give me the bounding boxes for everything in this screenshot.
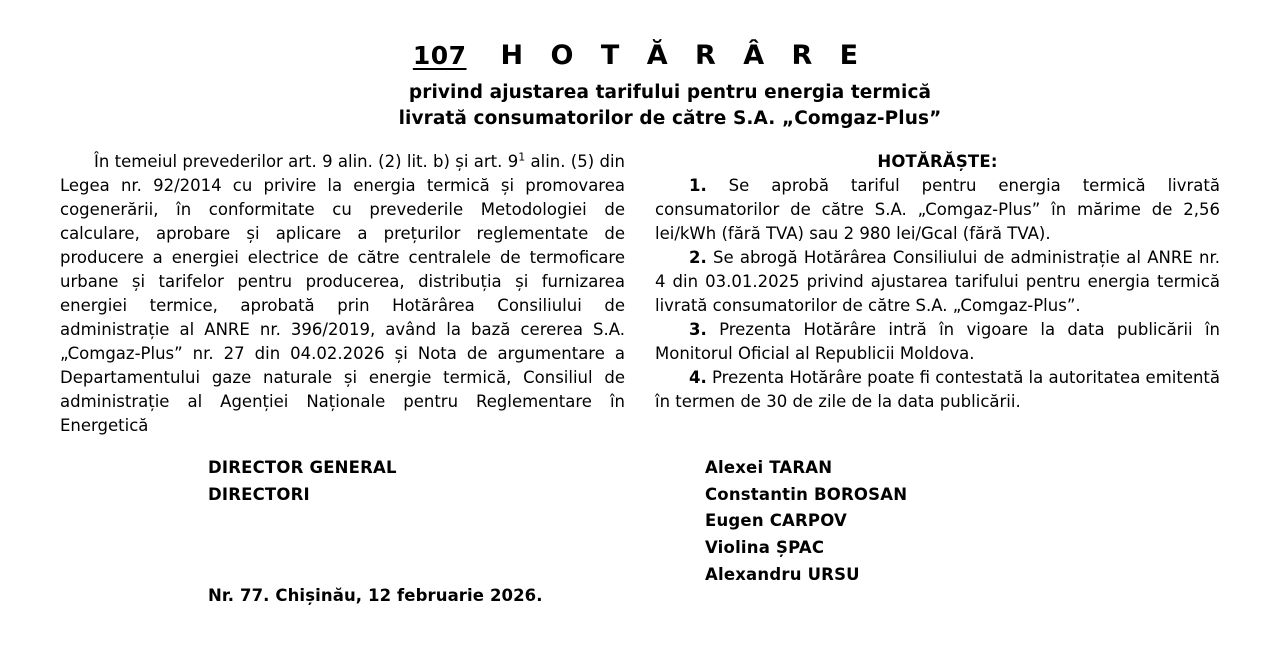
item-number-2: 2.: [689, 248, 707, 267]
preamble-text-end: alin. (5) din Legea nr. 92/2014 cu privire la energia termică și promovarea cogenerării, în conformitate cu prevederile Metodologiei de calculare, aprobare și aplicare a prețurilor reglementate de producere a energiei electrice de către centralele de termoficare urbane și tarifelor pentru producerea, distribuția și furnizarea energiei termice, aprobată prin Hotărârea Consiliului de administrație al ANRE nr. 396/2019, având la bază cererea S.A. „Comgaz-Plus” nr. 27 din 04.02.2026 și Nota de argumentare a Departamentului gaze naturale și energie termică, Consiliul de administrație al Agenției Naționale pentru Reglementare în Energetică: [60, 152, 625, 435]
subtitle-line-1: privind ajustarea tarifului pentru energia termică: [408, 82, 932, 103]
signature-name-1: Alexei TARAN: [705, 458, 833, 477]
decision-heading: HOTĂRĂȘTE:: [877, 152, 998, 171]
document-subtitle: [0, 80, 1280, 133]
document-header: [0, 0, 1280, 133]
preamble-text-start: În temeiul prevederilor art. 9 alin. (2) lit. b) și art. 9: [94, 152, 519, 171]
document-number: 107: [412, 41, 467, 70]
document-footer: [0, 586, 1280, 605]
item-text-3: Prezenta Hotărâre intră în vigoare la data publicării în Monitorul Oficial al Republicii Moldova.: [655, 320, 1220, 363]
signature-name-5: Alexandru URSU: [705, 564, 860, 584]
item-text-4: Prezenta Hotărâre poate fi contestată la autoritatea emitentă în termen de 30 de zile de la data publicării.: [655, 368, 1221, 411]
signature-block: [0, 455, 1280, 589]
title-line: [0, 40, 1280, 71]
article-superscript: 1: [518, 150, 526, 164]
decision-item-1: [655, 174, 1220, 246]
left-column: [60, 150, 625, 438]
item-text-1: Se aprobă tariful pentru energia termică livrată consumatorilor de către S.A. „Comgaz-Plus” în mărime de 2,56 lei/kWh (fără TVA) sau 2 980 lei/Gcal (fără TVA).: [655, 176, 1220, 243]
decision-item-4: [655, 366, 1220, 414]
right-column: [655, 150, 1220, 438]
body-columns: [0, 150, 1280, 438]
item-number-3: 3.: [689, 320, 707, 339]
decision-item-3: [655, 318, 1220, 366]
signature-title-2: DIRECTORI: [208, 484, 310, 504]
document-type-title: H O T Ă R Â R E: [500, 40, 868, 71]
signature-name-2: Constantin BOROSAN: [705, 484, 908, 504]
subtitle-line-2: livrată consumatorilor de către S.A. „Comgaz-Plus”: [398, 108, 942, 130]
signature-title-1: DIRECTOR GENERAL: [208, 458, 397, 477]
item-text-2: Se abrogă Hotărârea Consiliului de administrație al ANRE nr. 4 din 03.01.2025 privind ajustarea tarifului pentru energia termică livrată consumatorilor de către S.A. „Comgaz-Plus”.: [655, 248, 1220, 315]
item-number-1: 1.: [689, 176, 707, 195]
signature-names: [580, 455, 1180, 589]
item-number-4: 4.: [689, 368, 707, 387]
signature-name-3: Eugen CARPOV: [705, 511, 847, 531]
document-reference: Nr. 77. Chișinău, 12 februarie 2026.: [208, 586, 543, 605]
signature-name-4: Violina ȘPAC: [705, 538, 825, 558]
signature-titles: [60, 455, 580, 589]
preamble-paragraph: [60, 150, 625, 438]
decision-item-2: [655, 246, 1220, 318]
